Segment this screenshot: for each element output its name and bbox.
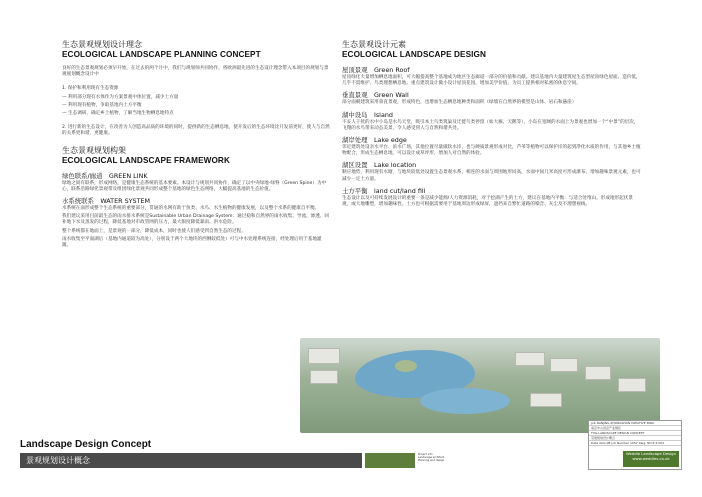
framework-title-cn: 生态景观规划构架: [62, 145, 126, 155]
company-logo: [623, 451, 679, 467]
concept-title-en: ECOLOGICAL LANDSCAPE PLANNING CONCEPT: [62, 50, 261, 59]
title-block-row: Job NANJING ZHONGSHAN CREATIVE PARK: [589, 421, 681, 426]
building-block: [530, 393, 562, 407]
footer-title-en: Landscape Design Concept: [20, 439, 152, 450]
lake-location-heading: 湖区设置 Lake location: [342, 161, 417, 170]
lake-edge-heading: 湖岸处理 Lake edge: [342, 136, 407, 145]
green-link-heading: 绿色联系/廊道 GREEN LINK: [62, 171, 148, 180]
concept-item: 1. 保护和利用现有生态资源: [62, 86, 119, 92]
land-text: 生态设计以及可持续发展设计的重要一条是减少能源/人力资源消耗，对于挖湖产生的土方，建议在基地内平衡：与适合处堆山，形成地形起伏景观，或大地雕塑，增加趣味性。土方也可根据需要用于基地周边形成绿屏，遮挡来自繁忙道路的噪音、灰尘及不理想视线。: [342, 195, 633, 208]
concept-point2: 2. 进行新的生态设计，在改善为人创造高品质的环境的同时，提供新的生态栖息地，使开发后的生态环境比开发前更好，使人与自然的关系更和谐、更健康。: [62, 125, 330, 137]
footer-info-line: Landscape architect: [418, 456, 445, 459]
green-roof-text: 屋顶绿化大量增加栖息地面积，可大幅提高整个基地成为地区生态廊道一部分的价值和贡献。建议基地内大量建筑屋生态型屋顶绿色屋面、造价低，几乎不需维护，鸟类理想栖息地。重点建筑设计微小设计屋顶花园，增加美学价值，为员工提供相对私密的休息空间。: [342, 75, 641, 87]
water-system-text: 水系统在面形成整个生态系统的重要部分，贯通的水网有助于鱼类、水鸟、水生植物的健康发展，以及整个水系的健康自平衡。: [62, 206, 320, 212]
logo-name: Weddle Landscape Design: [626, 451, 676, 456]
elements-title-cn: 生态景观设计元素: [342, 40, 406, 49]
footer-title-cn: 景观规划设计概念: [26, 456, 90, 465]
concept-item: — 利用部分现有水体作为方案景观中体位置，减少土方量: [62, 94, 179, 100]
water-system-heading: 水系统联系 WATER SYSTEM: [62, 197, 151, 206]
island-shape: [395, 360, 417, 372]
water-system-text: 整个系统都在地面上，是景观的一部分，降低成本，同时也使人们感受到自然生态的过程。: [62, 228, 246, 234]
water-system-text: 雨水收集至平面湖后（基地内通道较为高处），分别设于两个大地块的西侧较低处）可与中水处理系统连接，经处理后用于基地灌溉。: [62, 236, 322, 249]
concept-item: — 生态调研，确定乡土植物，了解当地生物栖息地特点: [62, 111, 174, 117]
footer-info-line: Project info: [418, 453, 433, 456]
title-block-row: 南京中山创意产业园区: [589, 426, 681, 431]
green-roof-heading: 屋顶景观 Green Roof: [342, 66, 410, 74]
island-heading: 湖中设岛 Island: [342, 110, 393, 119]
title-block-row: Title LANDSCAPE DESIGN CONCEPT: [589, 431, 681, 436]
lake-edge-text: 邻近建筑处设亲水平台、滨水广场，其他位置尽量做软水岸，也与硬质景观形成对比，芦苇等植物可以保护岸的起到净化水质的作用，与其他乡土植物配合，形成生态栖息地，可以设计成草坪形，增加人对自然的体验。: [342, 145, 641, 157]
title-block-row: Date AUG.08 Job Number 1057 Dwg. NO.P 4-004: [589, 441, 681, 446]
concept-title-cn: 生态景观规划设计理念: [62, 40, 142, 49]
footer-green-block: [365, 453, 415, 468]
concept-intro: 良好的生态景观规划必须早开始，在过去的两个月中，我们与规划师共同协作，将欧洲最先进的生态设计理念带入本项目的规划与景观规划概念设计中: [62, 66, 329, 78]
left-column: [62, 40, 330, 251]
framework-title-en: ECOLOGICAL LANDSCAPE FRAMEWORK: [62, 155, 230, 165]
concept-item: — 利用现有植物，争取基地内土方平衡: [62, 102, 142, 108]
lake-location-text: 顺应地势，利用现有水塘，与地块较低处设置生态景观水系，相连的水面与周围地形同高，水面中间几米高度可形成瀑布，增加趣味景观元素，也可减少一定土方量。: [342, 170, 641, 182]
logo-url: www.weddles.co.uk: [632, 456, 670, 461]
water-system-text: 我们建议采用目前最生态的雨水排水系统是Sustainable Urban Drainage System：通过稳和自然界的雨水收集、导流、渗透、回补地下水及蒸发的过程，降低基地对市政管网的压力，最大限度降低暴雨、洪水危险。: [62, 214, 330, 226]
title-block: [588, 420, 682, 470]
masterplan-image: [300, 338, 660, 433]
title-block-row: 景观规划设计概念: [589, 436, 681, 441]
land-heading: 土方平衡 land cut/land fill: [342, 186, 426, 195]
building-block: [550, 358, 578, 372]
elements-title-en: ECOLOGICAL LANDSCAPE DESIGN: [342, 50, 487, 59]
green-wall-text: 部分面朝建筑采用垂直景观，形成特色，也增加生态栖息地种类和面积（绿墙在自然界的模型是山体、岩石和悬崖）: [342, 100, 577, 106]
building-block: [308, 348, 340, 364]
building-block: [618, 378, 646, 392]
green-wall-heading: 垂直景观 Green Wall: [342, 91, 409, 100]
building-block: [515, 352, 545, 366]
building-block: [585, 366, 611, 380]
island-text: 不妥人干扰的水中小岛是水鸟天堂，吸引本土鸟类筑巢及迁徙鸟类停留（如大雁、天鹅等），小岛在宽阔的水面上为景观也增加一个“中景”的层次，飞翔的水鸟带来动态美景，令人感受到人与自然和谐共处。: [342, 119, 639, 131]
footer-info: [418, 453, 464, 468]
lake-shape: [420, 388, 510, 414]
right-column: [342, 40, 642, 210]
footer-info-line: Planning and design: [418, 459, 445, 462]
green-link-text: 绿地之间有联系，形成网络，是健康生态系统的基本要素。本设计与规划共同协作，确定了以中央绿地-绿脊（Green Spine）为中心，联系沿路绿化景观带及组团绿化景观共同形成整个基地的绿色生态网络，大幅提高基地的生态价值。: [62, 180, 327, 192]
building-block: [310, 370, 338, 384]
